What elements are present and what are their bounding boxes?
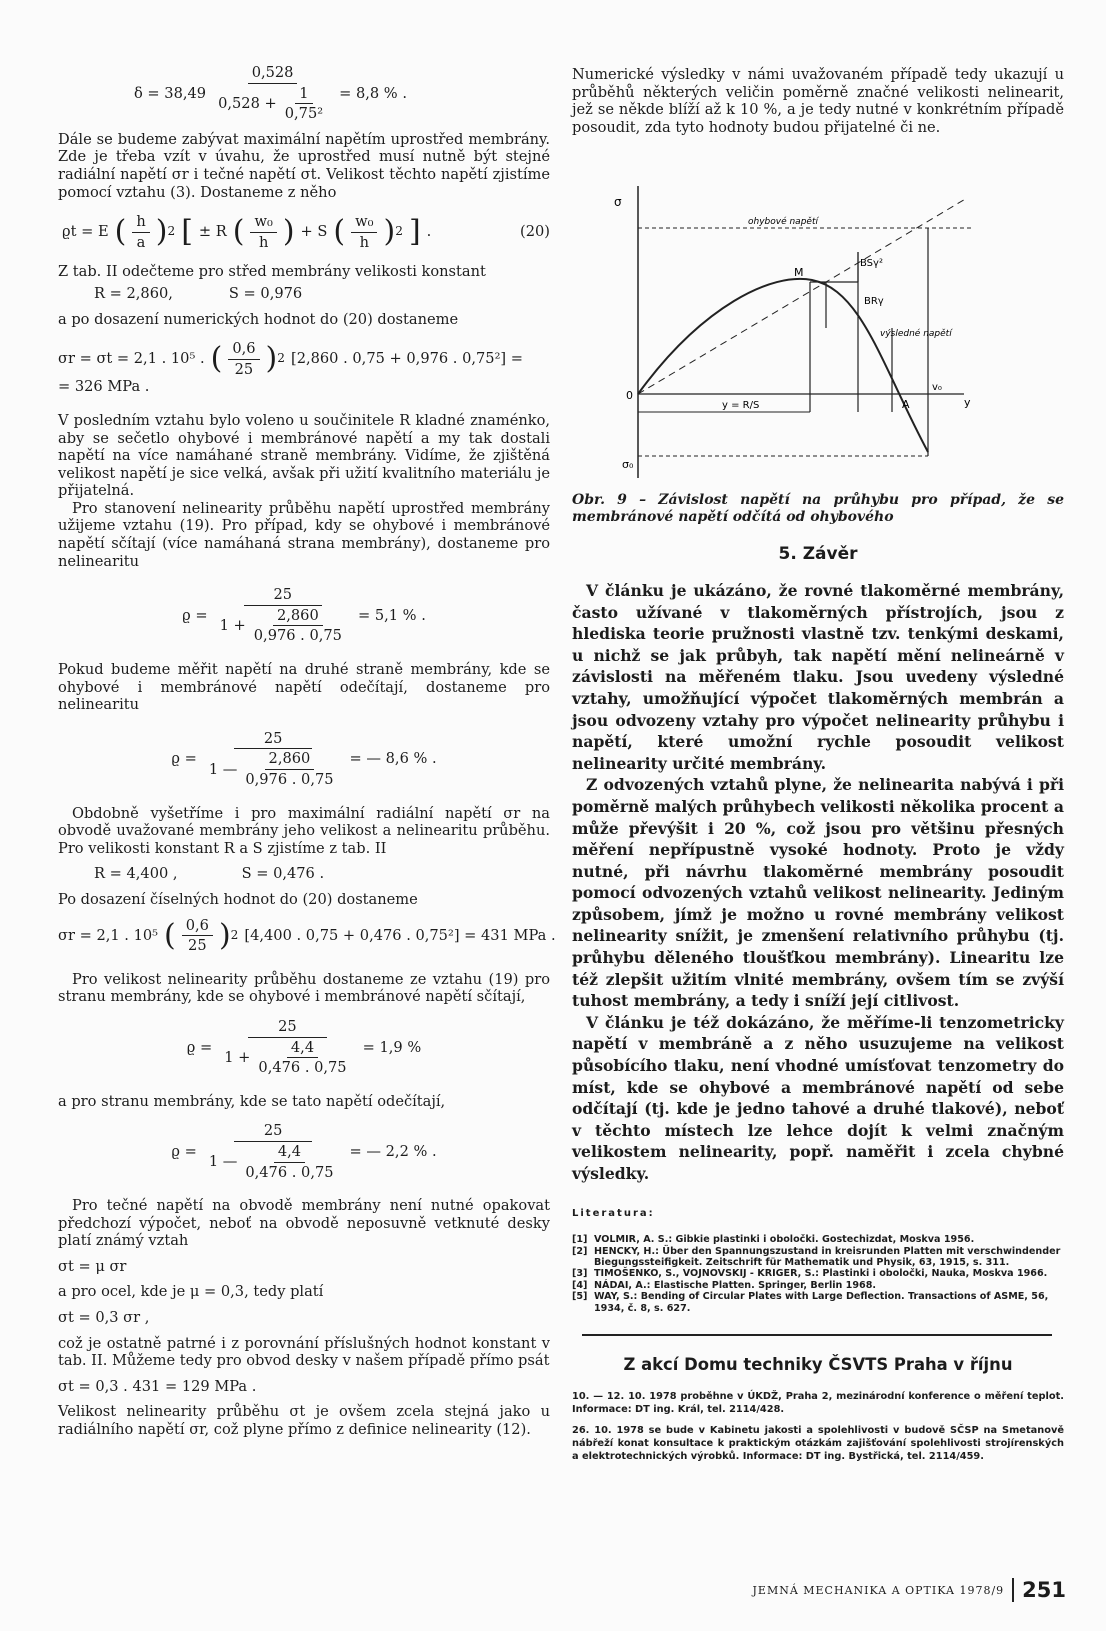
equation-rho-1 (58, 586, 550, 645)
inner-fraction (250, 607, 346, 645)
constants-center (58, 285, 550, 303)
fraction (250, 213, 276, 251)
exponent: 2 (167, 224, 176, 239)
reference-item (572, 1280, 1064, 1291)
page-number: 251 (1012, 1578, 1066, 1602)
const-r: R = 4,400 , (94, 865, 178, 883)
label-y-rs: y = R/S (722, 400, 760, 412)
denominator: 25 (188, 937, 207, 955)
paragraph: Po dosazení číselných hodnot do (20) dostaneme (58, 890, 418, 908)
denominator: h (258, 233, 269, 251)
label-a: A (902, 398, 910, 412)
denominator (216, 606, 350, 645)
const-s: S = 0,476 . (241, 865, 325, 883)
numerator: h (132, 213, 149, 233)
bending-stress-line (638, 198, 967, 394)
resultant-stress-curve (638, 279, 928, 452)
announcement-title: Z akcí Domu techniky ČSVTS Praha v říjnu (623, 1355, 1013, 1375)
label-bending: ohybové napětí (748, 217, 818, 228)
eq-end: . (426, 223, 432, 241)
den-prefix: 1 — (208, 760, 238, 778)
paragraph: V posledním vztahu bylo voleno u součinitele R kladné znaménko, aby se sečetlo ohybové i membránové napětí a my tak dostali napětí na více namáhané straně membrány. Vidíme, že zjištěná velikost napětí je sice velká, avšak při užití kvalitního materiálu je přijatelná. (58, 411, 550, 500)
constants-edge (58, 865, 550, 883)
inner-denominator: 0,476 . 0,75 (245, 1163, 334, 1181)
ref-number: [3] (572, 1268, 588, 1280)
inner-fraction (241, 750, 337, 788)
equation-rho-3 (58, 1018, 550, 1077)
exponent: 2 (395, 224, 403, 239)
numerator: w₀ (250, 213, 276, 233)
paragraph: Dále se budeme zabývat maximální napětím uprostřed membrány. Zde je třeba vzít v úvahu, že uprostřed musí nutně být stejné radiální napětí σr i tečné napětí σt. Velikost těchto napětí zjistíme pomocí vztahu (3). Dostaneme z něho (58, 130, 550, 201)
literature-heading: Literatura: (572, 1207, 655, 1219)
den-prefix: 1 + (219, 617, 246, 635)
den-prefix: 1 — (208, 1153, 238, 1171)
equation-rho-2 (58, 730, 550, 789)
eq-lhs: δ = 38,49 (134, 84, 207, 102)
figure-caption: Obr. 9 – Závislost napětí na průhybu pro případ, že se membránové napětí odčítá od ohybového (572, 492, 1064, 526)
eq-lhs: σr = 2,1 . 10⁵ (58, 926, 158, 944)
eq-rhs: [2,860 . 0,75 + 0,976 . 0,75²] = (291, 350, 523, 368)
inner-numerator: 4,4 (274, 1143, 305, 1163)
label-bs: BSγ² (860, 258, 883, 270)
inner-denominator: 0,476 . 0,75 (258, 1059, 347, 1077)
eq-lhs: ϱ = (186, 1038, 213, 1056)
paragraph: a po dosazení numerických hodnot do (20) dostaneme (58, 310, 459, 328)
reference-item (572, 1291, 1064, 1314)
eq-rhs: = 5,1 % . (357, 606, 426, 624)
eq-rhs: = — 2,2 % . (349, 1142, 437, 1160)
denominator (214, 84, 331, 123)
numerator: 25 (234, 730, 313, 750)
eq-rhs: = — 8,6 % . (349, 750, 437, 768)
equation-tangential: σt = μ σr (58, 1257, 127, 1275)
section-heading: 5. Závěr (778, 544, 858, 565)
exponent: 2 (277, 351, 285, 366)
label-origin: 0 (626, 389, 633, 403)
journal-name: JEMNÁ MECHANIKA A OPTIKA 1978/9 (752, 1583, 1005, 1597)
reference-item (572, 1234, 1064, 1245)
inner-fraction (281, 85, 327, 123)
page-footer (753, 1578, 1067, 1602)
equation-tangential-steel: σt = 0,3 σr , (58, 1309, 150, 1327)
eq-rhs: = 8,8 % . (339, 84, 407, 102)
paragraph: a pro ocel, kde je μ = 0,3, tedy platí (58, 1283, 324, 1301)
label-sigma0: σ₀ (622, 458, 634, 472)
paragraph: Pro tečné napětí na obvodě membrány není nutné opakovat předchozí výpočet, neboť na obvodě neposuvně vetknuté desky platí známý vztah (58, 1197, 550, 1250)
stress-deflection-diagram (572, 176, 1064, 488)
denominator (205, 749, 342, 788)
fraction (205, 1122, 342, 1181)
paragraph: Pro velikost nelinearity průběhu dostaneme ze vztahu (19) pro stranu membrány, kde se ohybové i membránové napětí sčítají, (58, 970, 550, 1006)
fraction (205, 730, 342, 789)
eq-term: + S (300, 223, 328, 241)
paragraph: Pro stanovení nelinearity průběhu napětí uprostřed membrány užijeme vztahu (19). Pro případ, kdy se ohybové i membránové napětí sčítají (více namáhaná strana membrány), dostaneme pro nelinearitu (58, 499, 550, 570)
ref-number: [4] (572, 1279, 588, 1291)
figure-9 (572, 176, 1064, 488)
denominator: h (359, 233, 370, 251)
numerator: 0,6 (228, 340, 259, 360)
denominator: 25 (234, 360, 254, 378)
equation-sigma-center: σr = σt = 2,1 . 10⁵ . ( $\frac{0,6}{25}$ ) 2 [2,860 . 0,75 + 0,976 . 0,75²] = (58, 340, 523, 378)
denominator: a (136, 233, 146, 251)
ref-number: [5] (572, 1291, 588, 1303)
paragraph: Velikost nelinearity průběhu σt je ovšem zcela stejná jako u radiálního napětí σr, což plyne přímo z definice nelinearity (12). (58, 1403, 550, 1439)
eq-rhs: = 1,9 % (362, 1038, 422, 1056)
label-v0: v₀ (932, 382, 942, 394)
eq-term: ± R (198, 223, 227, 241)
ref-number: [2] (572, 1245, 588, 1257)
fraction (182, 917, 213, 955)
label-resultant: výsledné napětí (880, 329, 952, 340)
reference-item (572, 1268, 1064, 1279)
equation-result: = 326 MPa . (58, 378, 150, 396)
eq-rhs: [4,400 . 0,75 + 0,476 . 0,75²] = 431 MPa . (244, 926, 556, 944)
conclusion-paragraph: V článku je též dokázáno, že měříme-li tenzometricky napětí v membráně a z něho usuzujeme na velikost působícího tlaku, není vhodné umísťovat tenzometry do míst, kde se ohybové a membránové napětí od sebe odčítají (tj. kde je jedno tahové a druhé tlakové), neboť v těchto místech lze lehce dojít k velmi značným velikostem nelinearity, popř. naměřit i zcela chybné výsledky. (572, 1012, 1064, 1183)
inner-numerator: 4,4 (287, 1039, 318, 1059)
eq-lhs: ϱ = (171, 750, 197, 768)
paragraph: Obdobně vyšetříme i pro maximální radiální napětí σr na obvodě uvažované membrány jeho velikost a nelinearitu průběhu. Pro velikosti konstant R a S zjistíme z tab. II (58, 804, 550, 857)
den-prefix: 1 + (224, 1048, 251, 1066)
announcement-item: 10. — 12. 10. 1978 proběhne v ÚKDŽ, Praha 2, mezinárodní konference o měření teplot. Informace: DT ing. Král, tel. 2114/428. (572, 1390, 1064, 1415)
numerator: 25 (244, 586, 323, 606)
paragraph: což je ostatně patrné i z porovnání příslušných hodnot konstant v tab. II. Můžeme tedy pro obvod desky v našem případě přímo psát (58, 1334, 550, 1370)
announcement-item: 26. 10. 1978 se bude v Kabinetu jakosti a spolehlivosti v budově SČSP na Smetanově nábřeží konat konsultace k praktickým otázkám zajišťování spolehlivosti strojírenských a elektrotechnických výrobků. Informace: DT ing. Bystřická, tel. 2114/459. (572, 1424, 1064, 1462)
const-r: R = 2,860, (94, 284, 173, 302)
numerator: 25 (234, 1122, 313, 1142)
equation-delta (58, 64, 550, 123)
inner-denominator: 0,976 . 0,75 (245, 771, 334, 788)
numerator: 0,6 (182, 917, 213, 937)
const-s: S = 0,976 (228, 284, 303, 302)
inner-numerator: 2,860 (265, 750, 315, 770)
eq-lhs: ϱ = (182, 606, 208, 624)
fraction (228, 340, 259, 378)
fraction (132, 213, 149, 251)
conclusion-paragraph: V článku je ukázáno, že rovné tlakoměrné membrány, často užívané v tlakoměrných přístrojích, jsou z hlediska teorie pružnosti vlastně tzv. tenkými deskami, u nichž se jak průbyh, tak napětí mění nelineárně v závislosti na měřeném tlaku. Jsou uvedeny výsledné vztahy, umožňující výpočet tlakoměrných membrán a jsou odvozeny vztahy pro výpočet nelinearity průhybu i napětí, které umožní rychle posoudit velikost nelinearity určité membrány. (572, 580, 1064, 773)
numerator: 25 (248, 1018, 327, 1038)
inner-denominator: 0,75² (284, 105, 324, 123)
numerator: 0,528 (248, 64, 298, 84)
exponent: 2 (230, 927, 239, 942)
denominator (205, 1142, 342, 1181)
paragraph: a pro stranu membrány, kde se tato napětí odečítají, (58, 1092, 446, 1110)
conclusion-paragraph: Z odvozených vztahů plyne, že nelinearita nabývá i při poměrně malých průhybech velikosti několika procent a může převýšit i 20 %, což jsou pro většinu přesných měření nepřípustně vysoké hodnoty. Proto je vždy nutné, při návrhu tlakoměrné membrány posoudit pomocí odvozených vztahů velikost nelinearity. Jediným způsobem, jímž je možno u rovné membrány velikost nelinearity snížit, je zmenšení relativního průhybu (tj. průhybu děleného tloušťkou membrány). Linearitu lze též zlepšit užitím vlnité membrány, ovšem tím se zvýší tuhost membrány, a tedy i sníží její citlivost. (572, 775, 1064, 1011)
ref-text: HENCKY, H.: Über den Spannungszustand in kreisrunden Platten mit verschwindender Biegungssteifigkeit. Zeitschrift für Mathematik und Physik, 63, 1915, s. 311. (594, 1245, 1061, 1268)
eq-lhs: ϱt = E (62, 223, 109, 241)
paragraph: Numerické výsledky v námi uvažovaném případě tedy ukazují u průběhů některých veličin poměrně značné velikosti nelinearit, jež se někde blíží až k 10 %, a je tedy nutné v konkrétním případě posoudit, zda tyto hodnoty budou přijatelné či ne. (572, 66, 1064, 136)
reference-list (572, 1234, 1064, 1314)
label-sigma: σ (614, 195, 622, 210)
equation-number: (20) (520, 223, 550, 241)
right-column (572, 66, 1064, 1463)
equation-tangential-value: σt = 0,3 . 431 = 129 MPa . (58, 1377, 257, 1395)
paragraph: Z tab. II odečteme pro střed membrány velikosti konstant (58, 263, 486, 281)
ref-text: VOLMIR, A. S.: Gibkie plastinki i oboločki. Gostechizdat, Moskva 1956. (594, 1234, 975, 1246)
ref-text: TIMOŠENKO, S., VOJNOVSKIJ - KRIGER, S.: Plastinki i oboločki, Nauka, Moskva 1966. (594, 1268, 1048, 1280)
fraction (220, 1018, 354, 1077)
reference-item (572, 1246, 1064, 1269)
label-br: BRγ (864, 296, 884, 308)
equation-20: ϱt = E ( $\frac{h}{a}$ ) 2 [ ± R ( $\frac{\text{w₀}}{h}$ ) + S ( $\frac{\text{w₀}}{h}$ ) 2 ] . (20) (62, 213, 550, 251)
inner-numerator: 2,860 (273, 607, 323, 627)
ref-text: WAY, S.: Bending of Circular Plates with Large Deflection. Transactions of ASME, 56, 1934, č. 8, s. 627. (594, 1291, 1049, 1314)
ref-number: [1] (572, 1234, 588, 1246)
inner-fraction (241, 1143, 337, 1181)
label-m: M (794, 266, 804, 280)
left-column (58, 64, 556, 1439)
denominator (220, 1038, 354, 1077)
inner-fraction (254, 1039, 350, 1077)
fraction (216, 586, 350, 645)
equation-rho-4 (58, 1122, 550, 1181)
eq-lhs: ϱ = (171, 1142, 197, 1160)
inner-denominator: 0,976 . 0,75 (253, 627, 342, 645)
inner-numerator: 1 (295, 85, 312, 105)
label-y: y (964, 396, 971, 410)
paragraph: Pokud budeme měřit napětí na druhé straně membrány, kde se ohybové i membránové napětí odečítají, dostaneme pro nelinearitu (58, 661, 550, 714)
numerator: w₀ (351, 213, 377, 233)
equation-sigma-edge: σr = 2,1 . 10⁵ ( $\frac{0,6}{25}$ ) 2 [4,400 . 0,75 + 0,476 . 0,75²] = 431 MPa . (58, 916, 556, 955)
fraction (214, 64, 331, 123)
den-prefix: 0,528 + (218, 94, 277, 112)
eq-lhs: σr = σt = 2,1 . 10⁵ . (58, 350, 205, 368)
fraction (351, 213, 377, 251)
ref-text: NÁDAI, A.: Elastische Platten. Springer, Berlin 1968. (594, 1279, 877, 1291)
